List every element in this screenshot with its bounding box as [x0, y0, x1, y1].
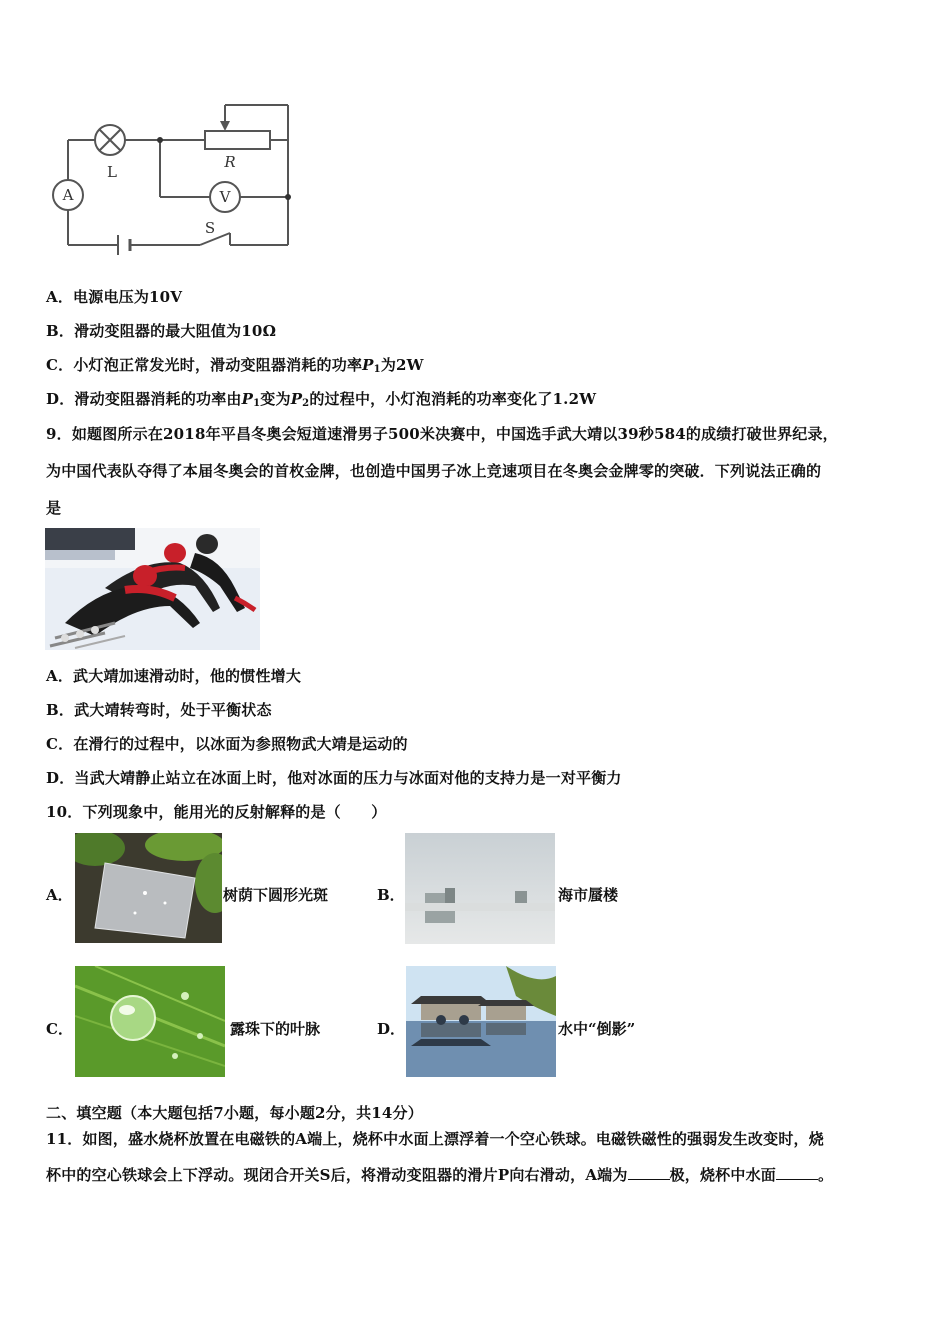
q10-option-b-caption: 海市蜃楼 — [558, 886, 619, 904]
power-symbol-1: P — [241, 390, 254, 408]
answer-blank-2[interactable] — [776, 1167, 818, 1180]
q9-option-c — [46, 733, 408, 754]
option-label: C． — [46, 356, 74, 374]
q11-text-b: 极，烧杯中水面 — [669, 1166, 776, 1184]
section-2-heading: 二、填空题（本大题包括7小题，每小题2分，共14分） — [46, 1104, 423, 1122]
q9-stem-line-3: 是 — [46, 499, 62, 517]
answer-blank-1[interactable] — [628, 1167, 670, 1180]
q9-option-b — [46, 699, 272, 720]
option-label: A． — [46, 288, 74, 306]
q9-option-d — [46, 767, 622, 788]
ammeter-label: A — [62, 186, 74, 204]
q11-line-1: 11．如图，盛水烧杯放置在电磁铁的A端上，烧杯中水面上漂浮着一个空心铁球。电磁铁磁性的强弱发生改变时，烧 — [46, 1130, 824, 1148]
option-text-a: 滑动变阻器消耗的功率由 — [74, 390, 242, 408]
resistor-label: R — [224, 153, 236, 171]
q10-option-a-label: A． — [46, 886, 73, 904]
option-label: A． — [46, 667, 74, 685]
option-text-c: 的过程中，小灯泡消耗的功率变化了1.2W — [309, 390, 597, 408]
q8-option-c — [46, 354, 424, 375]
circuit-diagram — [40, 95, 300, 255]
option-text-end: 为2W — [380, 356, 424, 374]
q11-text-c: 。 — [817, 1166, 834, 1184]
option-text: 在滑行的过程中，以冰面为参照物武大靖是运动的 — [73, 735, 408, 753]
q11-line-2 — [46, 1164, 833, 1185]
option-text: 小灯泡正常发光时，滑动变阻器消耗的功率 — [73, 356, 363, 374]
q11-text-a: 杯中的空心铁球会上下浮动。现闭合开关S后，将滑动变阻器的滑片P向右滑动，A端为 — [46, 1166, 628, 1184]
junction-dot-left — [157, 137, 163, 143]
power-symbol: P — [362, 356, 374, 374]
q10-option-a-caption: 树荫下圆形光斑 — [223, 886, 329, 904]
q9-stem-line-1: 9．如题图所示在2018年平昌冬奥会短道速滑男子500米决赛中，中国选手武大靖以39秒584的成绩打破世界纪录， — [46, 425, 838, 443]
option-text: 武大靖转弯时，处于平衡状态 — [74, 701, 272, 719]
mirage-photo — [405, 833, 555, 944]
option-label: C． — [46, 735, 74, 753]
q8-option-a — [46, 286, 182, 307]
junction-dot-right — [285, 194, 291, 200]
option-text: 武大靖加速滑动时，他的惯性增大 — [73, 667, 302, 685]
dewdrop-leaf-photo — [75, 966, 225, 1077]
option-text: 电源电压为10V — [73, 288, 183, 306]
slider-arrow — [220, 121, 230, 131]
resistor-r — [205, 131, 270, 149]
q9-stem-line-2: 为中国代表队夺得了本届冬奥会的首枚金牌，也创造中国男子冰上竞速项目在冬奥会金牌零的突破．下列说法正确的 — [46, 462, 822, 480]
option-label: D． — [46, 390, 75, 408]
option-label: B． — [46, 322, 75, 340]
q10-option-b-label: B． — [377, 886, 405, 904]
q10-stem: 10．下列现象中，能用光的反射解释的是（ ） — [46, 803, 387, 821]
switch-label: S — [204, 219, 216, 237]
power-subscript-1: 1 — [253, 398, 261, 409]
power-symbol-2: P — [290, 390, 303, 408]
water-reflection-photo — [406, 966, 556, 1077]
option-label: B． — [46, 701, 75, 719]
voltmeter-label: V — [219, 188, 231, 206]
q9-option-a — [46, 665, 301, 686]
speed-skating-photo — [45, 528, 260, 650]
option-text: 当武大靖静止站立在冰面上时，他对冰面的压力与冰面对他的支持力是一对平衡力 — [74, 769, 622, 787]
option-label: D． — [46, 769, 75, 787]
q8-option-d — [46, 388, 596, 409]
option-text-b: 变为 — [260, 390, 291, 408]
q10-option-c-label: C． — [46, 1020, 73, 1038]
power-subscript-2: 2 — [302, 398, 310, 409]
q10-option-d-caption: 水中“倒影” — [558, 1020, 636, 1038]
q10-option-d-label: D． — [377, 1020, 406, 1038]
option-text: 滑动变阻器的最大阻值为10Ω — [74, 322, 277, 340]
power-subscript: 1 — [373, 364, 381, 375]
lamp-label: L — [107, 163, 117, 181]
q10-option-c-caption: 露珠下的叶脉 — [230, 1020, 321, 1038]
q8-option-b — [46, 320, 276, 341]
tree-shade-light-spot-photo — [75, 833, 222, 943]
